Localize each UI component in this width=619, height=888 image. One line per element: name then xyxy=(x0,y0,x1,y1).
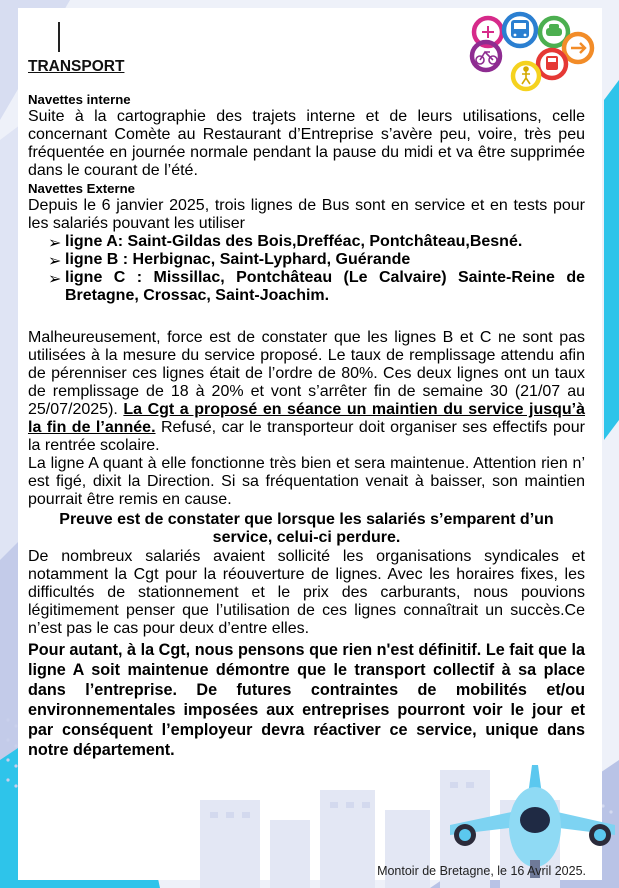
list-item: ➢ ligne B : Herbignac, Saint-Lyphard, Guérande xyxy=(48,251,411,270)
bus-lines-list xyxy=(28,233,585,305)
car-icon xyxy=(546,24,562,36)
paragraph-line-a: La ligne A quant à elle fonctionne très bien et sera maintenue. Attention rien n’ est figé, dixit la Direction. Si sa fréquentation venait à baisser, son maintien pourrait être remis en cause. xyxy=(28,455,585,508)
train-icon xyxy=(546,56,558,70)
mobility-logo xyxy=(466,10,598,94)
section-heading: Navettes Externe xyxy=(28,181,136,196)
arrow-bullet-icon: ➢ xyxy=(48,235,62,252)
arrow-icon xyxy=(571,43,585,53)
cgt-proposal-underlined: La Cgt a proposé en séance un maintien du service jusqu’à la fin de l’année. xyxy=(28,401,586,436)
section-text: Suite à la cartographie des trajets interne et de leurs utilisations, celle concernant Comète au Restaurant d’Entreprise s’avère peu, voire, très peu fréquentée en journée normale pendant la pause du midi et va être supprimée dans le courant de l’été. xyxy=(28,108,585,179)
page-title: TRANSPORT xyxy=(28,58,125,75)
list-item: ➢ ligne C : Missillac, Pontchâteau (Le Calvaire) Sainte-Reine de Bretagne, Crossac, Saint-Joachim. xyxy=(48,269,585,304)
paragraph-lines-usage: Malheureusement, force est de constater que les lignes B et C ne sont pas utilisées à la mesure du service proposé. Le taux de remplissage attendu afin de pérenniser ces lignes était de l’ordre de 80%. Ces deux lignes ont un taux de remplissage de 18 à 20% et vont s’arrêter fin de semaine 30 (21/07 au 25/07/2025). La Cgt a proposé en séance un maintien du service jusqu’à la fin de l’année. Refusé, car le transporteur doit organiser ses effectifs pour la rentrée scolaire. La ligne A quant à elle fonctionne très bien et sera maintenue. Attention rien n’ est figé, dixit la Direction. Si sa fréquentation venait à baisser, son maintien pourrait être remis en cause. Preuve est de constater que lorsque les salariés s’emparent d’un service, celui-ci perdure. xyxy=(28,329,586,546)
arrow-bullet-icon: ➢ xyxy=(48,271,62,288)
section-heading: Navettes interne xyxy=(28,92,131,107)
title-vertical-bar xyxy=(58,22,60,52)
arrow-bullet-icon: ➢ xyxy=(48,253,62,270)
conclusion: Pour autant, à la Cgt, nous pensons que rien n'est définitif. Le fait que la ligne A soit maintenue démontre que le transport collectif à sa place dans l’entreprise. De futures contraintes de mobilités et/ou environnementales imposées aux entreprises pourront voir le jour et par conséquent l’employeur devra réactiver ce service, unique dans notre département. xyxy=(28,641,585,759)
cyan-wedge-right xyxy=(604,80,619,440)
list-item: ➢ ligne A: Saint-Gildas des Bois,Drefféac, Pontchâteau,Besné. xyxy=(48,233,523,252)
paragraph-requests: De nombreux salariés avaient sollicité les organisations syndicales et notamment la Cgt pour la réouverture de lignes. Avec les horaires fixes, les difficultés de stationnement et le prix des carburants, nous pouvions légitimement penser que l’utilisation de ces lignes connaîtrait un succès.Ce n’est pas le cas pour deux d’entre elles. xyxy=(28,548,585,637)
bus-icon xyxy=(511,20,529,38)
bicycle-icon xyxy=(476,52,497,64)
walker-icon xyxy=(522,67,530,84)
section-navettes-interne xyxy=(28,92,585,180)
highlight-statement: Preuve est de constater que lorsque les salariés s’emparent d’un service, celui-ci perdure. xyxy=(59,511,554,546)
section-intro: Depuis le 6 janvier 2025, trois lignes de Bus sont en service et en tests pour les salariés pouvant les utiliser xyxy=(28,197,585,232)
car-icon-2 xyxy=(482,26,494,38)
signature-date: Montoir de Bretagne, le 16 Avril 2025. xyxy=(377,864,586,878)
section-navettes-externe xyxy=(28,181,585,305)
